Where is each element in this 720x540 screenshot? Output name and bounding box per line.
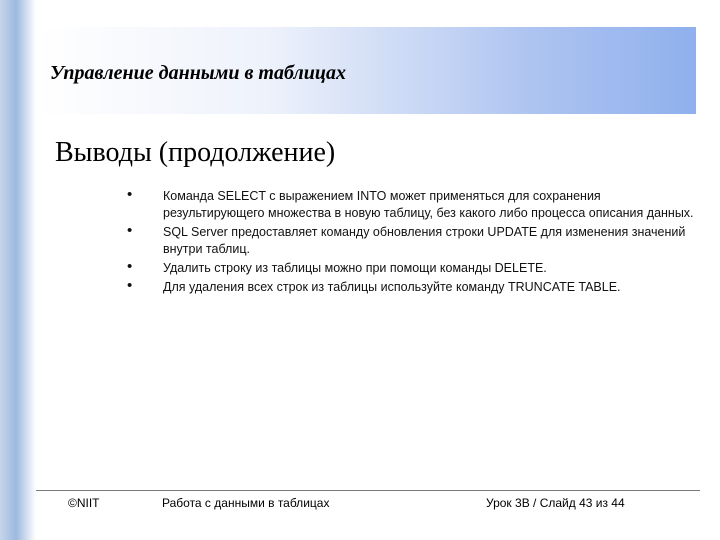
bullet-text: Удалить строку из таблицы можно при помощи команды DELETE. (163, 261, 547, 275)
footer-section-title: Работа с данными в таблицах (162, 496, 330, 510)
bullet-item (115, 188, 695, 222)
bullet-text: Для удаления всех строк из таблицы используйте команду TRUNCATE TABLE. (163, 280, 621, 294)
bullet-list (115, 188, 695, 298)
left-decorative-stripe (0, 0, 36, 540)
bullet-item (115, 260, 695, 277)
bullet-text: Команда SELECT с выражением INTO может применяться для сохранения результирующего множества в новую таблицу, без какого либо процесса описания данных. (163, 189, 694, 220)
header-title: Управление данными в таблицах (50, 62, 346, 84)
footer-page-number: Урок 3В / Слайд 43 из 44 (486, 496, 625, 510)
bullet-dot-icon: • (127, 222, 133, 239)
bullet-item (115, 279, 695, 296)
bullet-dot-icon: • (127, 277, 133, 294)
slide-title: Выводы (продолжение) (55, 137, 336, 168)
bullet-dot-icon: • (127, 186, 133, 203)
footer-copyright: ©NIIT (68, 496, 100, 510)
bullet-text: SQL Server предоставляет команду обновления строки UPDATE для изменения значений внутри таблиц. (163, 225, 686, 256)
footer-divider (36, 490, 700, 491)
bullet-dot-icon: • (127, 258, 133, 275)
bullet-item (115, 224, 695, 258)
